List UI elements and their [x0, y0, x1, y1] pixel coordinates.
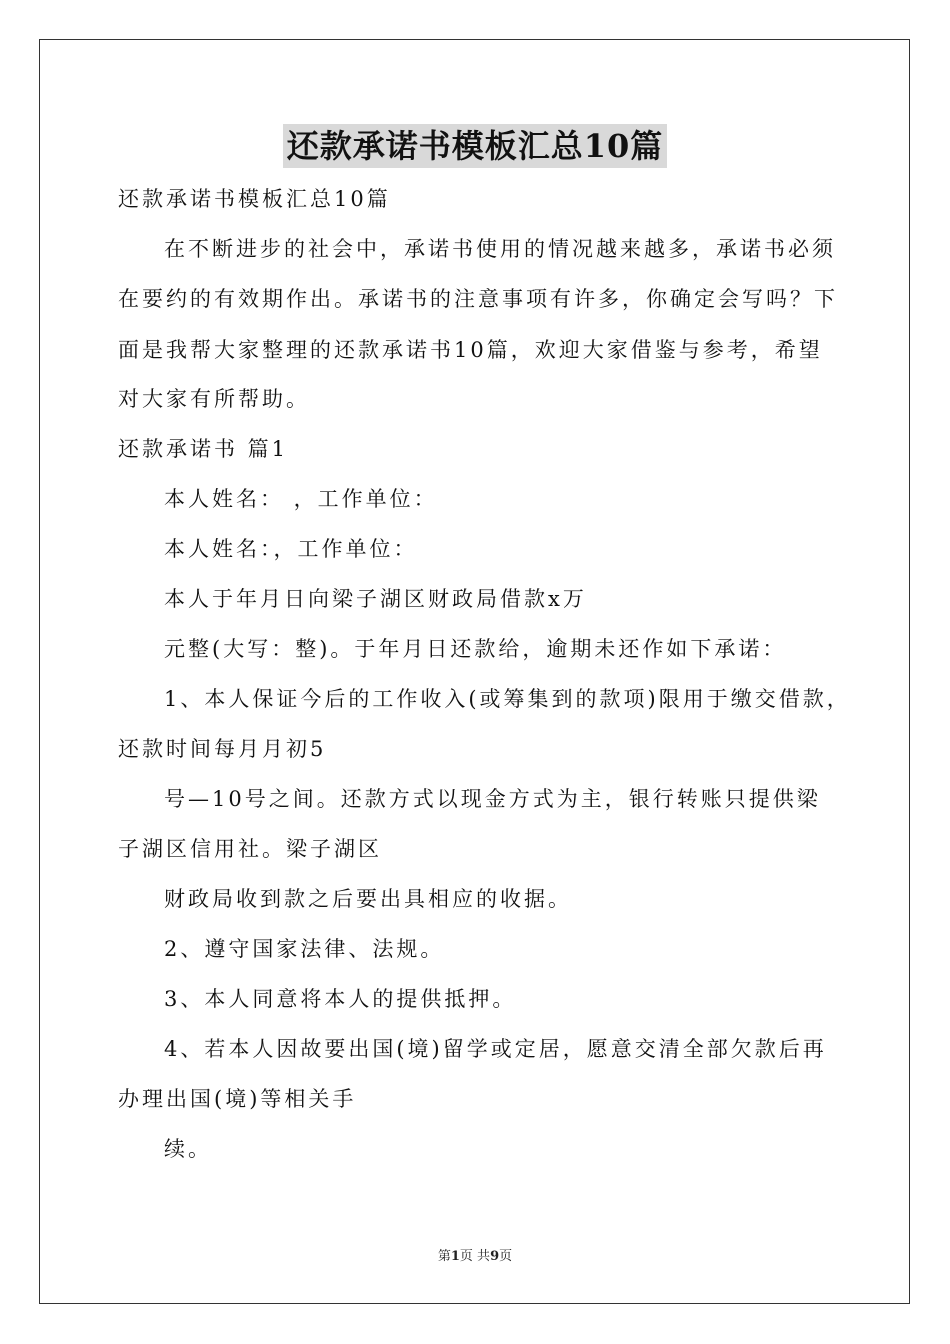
- page-footer: [0, 1248, 950, 1266]
- footer-page-current: 1: [450, 1249, 460, 1264]
- body-line: 办理出国(境)等相关手: [118, 1087, 357, 1111]
- footer-mid: 页 共: [459, 1249, 491, 1264]
- document-title: 还款承诺书模板汇总10篇: [283, 124, 668, 168]
- body-line: 号—10号之间。还款方式以现金方式为主，银行转账只提供梁: [164, 787, 821, 811]
- body-line: 本人姓名：，工作单位：: [164, 537, 418, 561]
- body-line: 子湖区信用社。梁子湖区: [118, 837, 382, 861]
- body-line: 元整(大写：整)。于年月日还款给，逾期未还作如下承诺：: [164, 637, 787, 661]
- footer-prefix: 第: [437, 1249, 451, 1264]
- footer-page-total: 9: [490, 1249, 500, 1264]
- body-line: 1、本人保证今后的工作收入(或筹集到的款项)限用于缴交借款，: [164, 687, 851, 711]
- body-line: 3、本人同意将本人的提供抵押。: [164, 987, 517, 1011]
- intro-line-3: 面是我帮大家整理的还款承诺书10篇，欢迎大家借鉴与参考，希望: [118, 338, 823, 362]
- intro-line-4: 对大家有所帮助。: [118, 387, 310, 411]
- intro-line-2: 在要约的有效期作出。承诺书的注意事项有许多，你确定会写吗？下: [118, 287, 838, 311]
- section-heading: 还款承诺书 篇1: [118, 437, 289, 461]
- body-line: 4、若本人因故要出国(境)留学或定居，愿意交清全部欠款后再: [164, 1037, 827, 1061]
- body-line: 2、遵守国家法律、法规。: [164, 937, 445, 961]
- title-container: [0, 124, 950, 168]
- subtitle-line: 还款承诺书模板汇总10篇: [118, 187, 391, 211]
- body-line: 本人姓名： ，工作单位：: [164, 487, 438, 511]
- page-border: [39, 39, 910, 1304]
- body-line: 续。: [164, 1137, 212, 1161]
- body-line: 本人于年月日向梁子湖区财政局借款x万: [164, 587, 587, 611]
- footer-suffix: 页: [499, 1249, 513, 1264]
- body-line: 财政局收到款之后要出具相应的收据。: [164, 887, 572, 911]
- intro-line-1: 在不断进步的社会中，承诺书使用的情况越来越多，承诺书必须: [164, 237, 836, 261]
- body-line: 还款时间每月月初5: [118, 737, 327, 761]
